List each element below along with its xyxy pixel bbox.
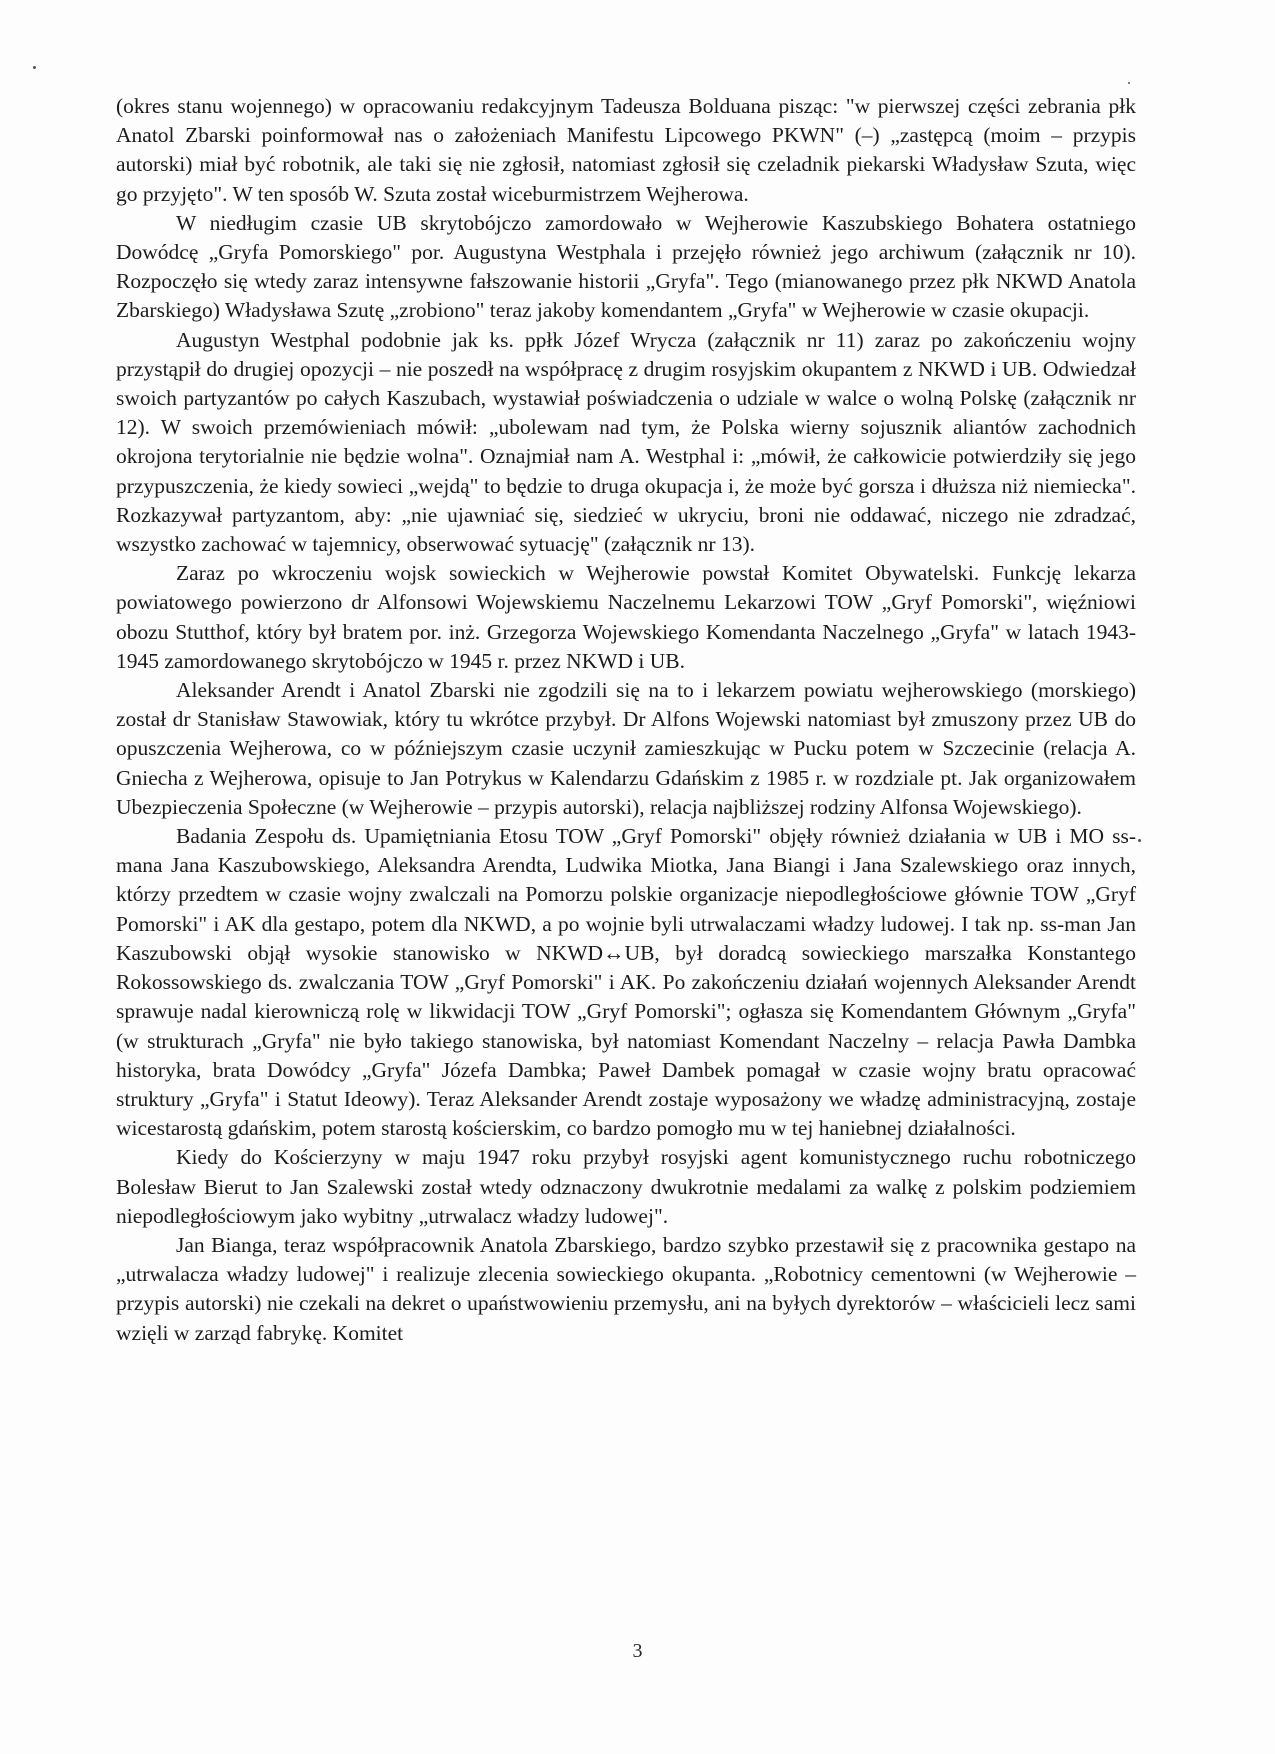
paragraph: W niedługim czasie UB skrytobójczo zamordowało w Wejherowie Kaszubskiego Bohatera ostatniego Dowódcę „Gryfa Pomorskiego" por. Augustyna Westphala i przejęło również jego archiwum (załącznik nr 10). Rozpoczęło się wtedy zaraz intensywne fałszowanie historii „Gryfa". Tego (mianowanego przez płk NKWD Anatola Zbarskiego) Władysława Szutę „zrobiono" teraz jakoby komendantem „Gryfa" w Wejherowie w czasie okupacji. <box>116 210 1136 323</box>
paragraph: Zaraz po wkroczeniu wojsk sowieckich w Wejherowie powstał Komitet Obywatelski. Funkcję lekarza powiatowego powierzono dr Alfonsowi Wojewskiemu Naczelnemu Lekarzowi TOW „Gryf Pomorski", więźniowi obozu Stutthof, który był bratem por. inż. Grzegorza Wojewskiego Komendanta Naczelnego „Gryfa" w latach 1943-1945 zamordowanego skrytobójczo w 1945 r. przez NKWD i UB. <box>116 561 1136 673</box>
scan-speck <box>1128 82 1130 84</box>
paragraph: Augustyn Westphal podobnie jak ks. ppłk Józef Wrycza (załącznik nr 11) zaraz po zakończeniu wojny przystąpił do drugiej opozycji – nie poszedł na współpracę z drugim rosyjskim okupantem z NKWD i UB. Odwiedzał swoich partyzantów po całych Kaszubach, wystawiał poświadczenia o udziale w walce o wolną Polskę (załącznik nr 12). W swoich przemówieniach mówił: „ubolewam nad tym, że Polska wierny sojusznik aliantów zachodnich okrojona terytorialnie nie będzie wolna". Oznajmiał nam A. Westphal i: „mówił, że całkowicie potwierdziły się jego przypuszczenia, że kiedy sowieci „wejdą" to będzie to druga okupacja i, że może być gorsza i dłuższa niż niemiecka". Rozkazywał partyzantom, aby: „nie ujawniać się, siedzieć w ukryciu, broni nie oddawać, niczego nie zdradzać, wszystko zachować w tajemnicy, obserwować sytuację" (załącznik nr 13). <box>116 327 1136 557</box>
document-body <box>116 92 1136 1348</box>
paragraph: Badania Zespołu ds. Upamiętniania Etosu TOW „Gryf Pomorski" objęły również działania w UB i MO ss-mana Jana Kaszubowskiego, Aleksandra Arendta, Ludwika Miotka, Jana Biangi i Jana Szalewskiego oraz innych, którzy przedtem w czasie wojny zwalczali na Pomorzu polskie organizacje niepodległościowe głównie TOW „Gryf Pomorski" i AK dla gestapo, potem dla NKWD, a po wojnie byli utrwalaczami władzy ludowej. I tak np. ss-man Jan Kaszubowski objął wysokie stanowisko w NKWD↔UB, był doradcą sowieckiego marszałka Konstantego Rokossowskiego ds. zwalczania TOW „Gryf Pomorski" i AK. Po zakończeniu działań wojennych Aleksander Arendt sprawuje nadal kierowniczą rolę w likwidacji TOW „Gryf Pomorski"; ogłasza się Komendantem Głównym „Gryfa" (w strukturach „Gryfa" nie było takiego stanowiska, był natomiast Komendant Naczelny – relacja Pawła Dambka historyka, brata Dowódcy „Gryfa" Józefa Dambka; Paweł Dambek pomagał w czasie wojny bratu opracować struktury „Gryfa" i Statut Ideowy). Teraz Aleksander Arendt zostaje wyposażony we władzę administracyjną, zostaje wicestarostą gdańskim, potem starostą kościerskim, co bardzo pomogło mu w tej haniebnej działalności. <box>116 824 1136 1141</box>
paragraph: Aleksander Arendt i Anatol Zbarski nie zgodzili się na to i lekarzem powiatu wejherowskiego (morskiego) został dr Stanisław Stawowiak, który tu wkrótce przybył. Dr Alfons Wojewski natomiast był zmuszony przez UB do opuszczenia Wejherowa, co w późniejszym czasie uczynił zamieszkując w Pucku potem w Szczecinie (relacja A. Gniecha z Wejherowa, opisuje to Jan Potrykus w Kalendarzu Gdańskim z 1985 r. w rozdziale pt. Jak organizowałem Ubezpieczenia Społeczne (w Wejherowie – przypis autorski), relacja najbliższej rodziny Alfonsa Wojewskiego). <box>116 678 1136 819</box>
paragraph: Kiedy do Kościerzyny w maju 1947 roku przybył rosyjski agent komunistycznego ruchu robotniczego Bolesław Bierut to Jan Szalewski został wtedy odznaczony dwukrotnie medalami za walkę z polskim podziemiem niepodległościowym jako wybitny „utrwalacz władzy ludowej". <box>116 1145 1136 1228</box>
paragraph: (okres stanu wojennego) w opracowaniu redakcyjnym Tadeusza Bolduana pisząc: "w pierwszej części zebrania płk Anatol Zbarski poinformował nas o założeniach Manifestu Lipcowego PKWN" (–) „zastępcą (moim – przypis autorski) miał być robotnik, ale taki się nie zgłosił, natomiast zgłosił się czeladnik piekarski Władysław Szuta, więc go przyjęto". W ten sposób W. Szuta został wiceburmistrzem Wejherowa. <box>116 94 1136 206</box>
paragraph: Jan Bianga, teraz współpracownik Anatola Zbarskiego, bardzo szybko przestawił się z pracownika gestapo na „utrwalacza władzy ludowej" i realizuje zlecenia sowieckiego okupanta. „Robotnicy cementowni (w Wejherowie – przypis autorski) nie czekali na dekret o upaństwowieniu przemysłu, ani na byłych dyrektorów – właścicieli lecz sami wzięli w zarząd fabrykę. Komitet <box>116 1232 1136 1345</box>
scan-speck <box>33 66 36 69</box>
page-number: 3 <box>632 1640 643 1662</box>
scan-speck <box>1138 839 1141 842</box>
